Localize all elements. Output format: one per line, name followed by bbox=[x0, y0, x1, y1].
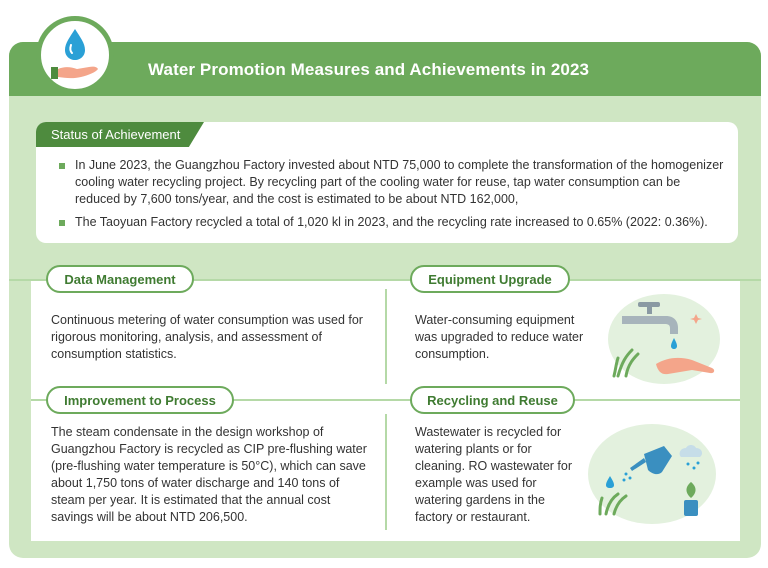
logo-badge bbox=[36, 16, 114, 94]
recycling-illustration bbox=[588, 424, 716, 524]
status-bullet-1: In June 2023, the Guangzhou Factory invested about NTD 75,000 to complete the transformation of the homogenizer cooling water recycling project. By recycling part of the cooling water for reuse, tap water consumption can be reduced by 7,600 tons/year, and the cost is estimated to be about NTD 162,000, bbox=[75, 158, 724, 206]
column-divider bbox=[385, 289, 387, 384]
improvement-process-heading: Improvement to Process bbox=[46, 386, 234, 414]
data-management-text: Continuous metering of water consumption was used for rigorous monitoring, analysis, and assessment of consumption statistics. bbox=[51, 313, 363, 361]
bullet-marker bbox=[59, 220, 65, 226]
recycling-reuse-heading: Recycling and Reuse bbox=[410, 386, 575, 414]
status-tag-label: Status of Achievement bbox=[51, 127, 181, 142]
equipment-illustration bbox=[608, 294, 720, 384]
faucet-hand-icon bbox=[608, 294, 720, 384]
improvement-process-text: The steam condensate in the design workshop of Guangzhou Factory is recycled as CIP pre-flushing water (pre-flushing water temperature is 50°C), which can save about 1,750 tons of water discharge and 140 tons of steam per year. It is estimated that the annual cost savings will be about NTD 206,500. bbox=[51, 425, 367, 524]
data-management-heading: Data Management bbox=[46, 265, 194, 293]
bullet-marker bbox=[59, 163, 65, 169]
status-bullet-2: The Taoyuan Factory recycled a total of 1,020 kl in 2023, and the recycling rate increased to 0.65% (2022: 0.36%). bbox=[75, 215, 708, 229]
column-divider bbox=[385, 414, 387, 530]
equipment-upgrade-text: Water-consuming equipment was upgraded to reduce water consumption. bbox=[415, 313, 584, 361]
recycling-reuse-text: Wastewater is recycled for watering plants or for cleaning. RO wastewater for example was used for watering gardens in the factory or restaurant. bbox=[415, 425, 573, 524]
water-drop-hand-icon bbox=[41, 21, 109, 89]
equipment-upgrade-heading: Equipment Upgrade bbox=[410, 265, 570, 293]
watering-can-plant-icon bbox=[588, 424, 716, 524]
page-title: Water Promotion Measures and Achievements in 2023 bbox=[148, 60, 590, 79]
